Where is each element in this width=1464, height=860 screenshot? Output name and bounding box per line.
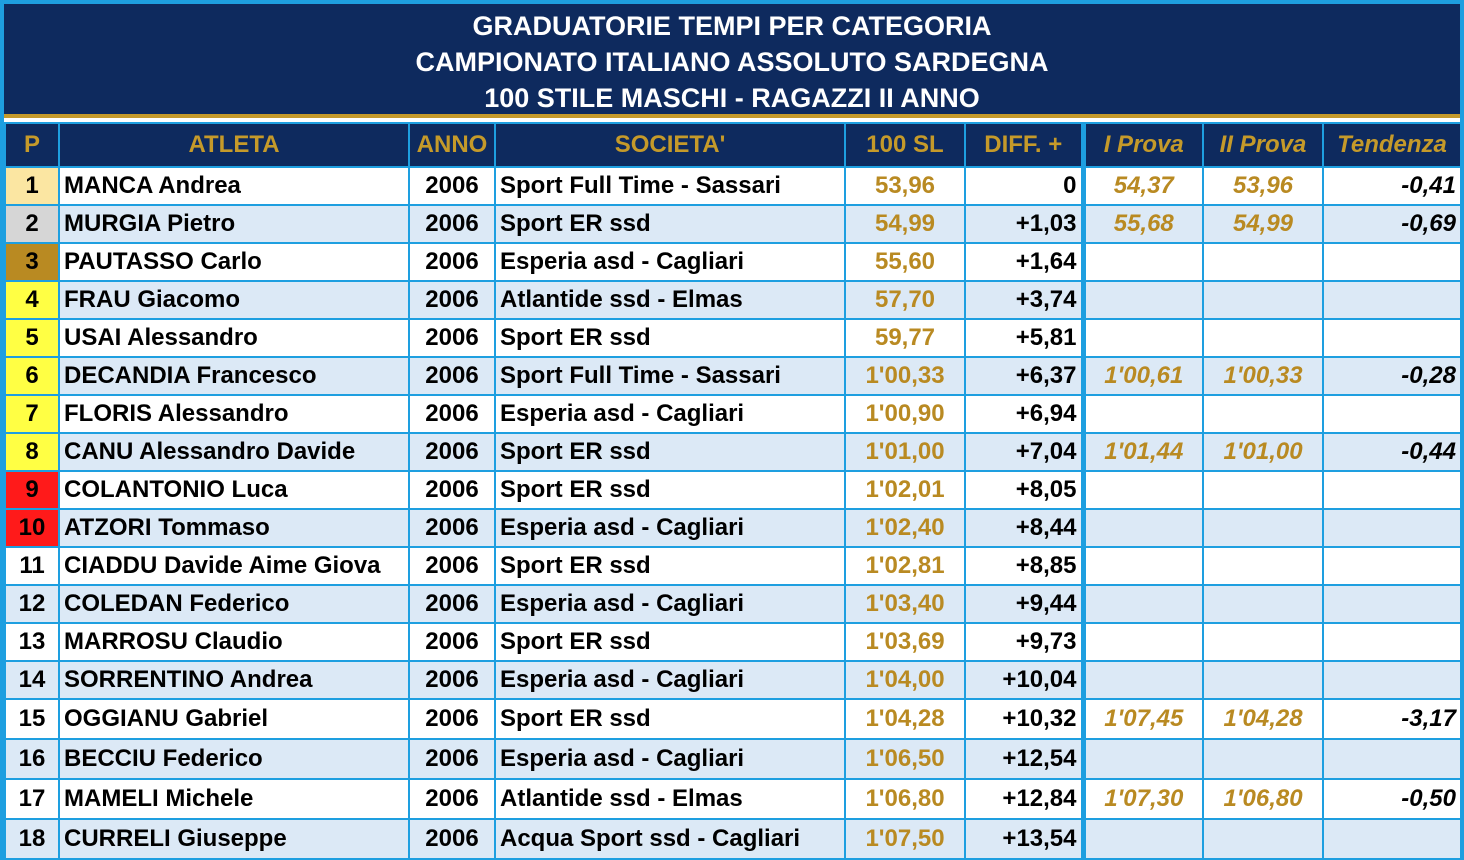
cell-trial-1 [1083, 471, 1203, 509]
cell-club: Sport Full Time - Sassari [495, 167, 845, 205]
cell-time: 1'01,00 [845, 433, 965, 471]
cell-trend [1323, 395, 1461, 433]
cell-trial-1 [1083, 243, 1203, 281]
cell-year: 2006 [409, 433, 495, 471]
cell-position: 7 [5, 395, 59, 433]
cell-athlete: OGGIANU Gabriel [59, 699, 409, 739]
cell-diff: +13,54 [965, 819, 1083, 859]
cell-year: 2006 [409, 699, 495, 739]
cell-year: 2006 [409, 205, 495, 243]
cell-trend [1323, 623, 1461, 661]
cell-trend [1323, 243, 1461, 281]
cell-trial-1 [1083, 281, 1203, 319]
cell-trial-1: 1'00,61 [1083, 357, 1203, 395]
cell-trend [1323, 739, 1461, 779]
cell-position: 11 [5, 547, 59, 585]
cell-trial-2: 1'01,00 [1203, 433, 1323, 471]
cell-athlete: DECANDIA Francesco [59, 357, 409, 395]
cell-position: 1 [5, 167, 59, 205]
cell-year: 2006 [409, 779, 495, 819]
cell-trend [1323, 661, 1461, 699]
cell-trial-2 [1203, 623, 1323, 661]
cell-diff: +10,32 [965, 699, 1083, 739]
cell-time: 54,99 [845, 205, 965, 243]
cell-position: 3 [5, 243, 59, 281]
cell-diff: +6,37 [965, 357, 1083, 395]
table-row[interactable] [5, 547, 1461, 585]
cell-athlete: PAUTASSO Carlo [59, 243, 409, 281]
cell-year: 2006 [409, 281, 495, 319]
cell-time: 1'02,01 [845, 471, 965, 509]
cell-position: 10 [5, 509, 59, 547]
cell-year: 2006 [409, 585, 495, 623]
cell-trend [1323, 819, 1461, 859]
cell-trend [1323, 471, 1461, 509]
cell-trial-1 [1083, 509, 1203, 547]
cell-trial-1 [1083, 623, 1203, 661]
cell-position: 18 [5, 819, 59, 859]
cell-trial-1 [1083, 547, 1203, 585]
cell-club: Esperia asd - Cagliari [495, 661, 845, 699]
table-row[interactable] [5, 243, 1461, 281]
cell-club: Sport ER ssd [495, 433, 845, 471]
cell-year: 2006 [409, 243, 495, 281]
cell-trend [1323, 319, 1461, 357]
cell-trial-2 [1203, 585, 1323, 623]
cell-athlete: MAMELI Michele [59, 779, 409, 819]
cell-diff: +9,73 [965, 623, 1083, 661]
table-row[interactable] [5, 819, 1461, 859]
header-position[interactable]: P [5, 123, 59, 167]
cell-trial-2 [1203, 395, 1323, 433]
cell-year: 2006 [409, 395, 495, 433]
cell-year: 2006 [409, 623, 495, 661]
table-row[interactable] [5, 699, 1461, 739]
table-row[interactable] [5, 585, 1461, 623]
cell-club: Sport ER ssd [495, 547, 845, 585]
title-banner [4, 4, 1460, 118]
cell-trial-1: 1'07,30 [1083, 779, 1203, 819]
cell-year: 2006 [409, 471, 495, 509]
cell-time: 1'06,50 [845, 739, 965, 779]
cell-trend: -0,41 [1323, 167, 1461, 205]
cell-trial-2 [1203, 509, 1323, 547]
cell-athlete: CURRELI Giuseppe [59, 819, 409, 859]
cell-trial-1: 54,37 [1083, 167, 1203, 205]
table-row[interactable] [5, 509, 1461, 547]
cell-diff: +12,54 [965, 739, 1083, 779]
header-row [5, 123, 1461, 167]
cell-trial-1: 1'07,45 [1083, 699, 1203, 739]
cell-time: 1'00,33 [845, 357, 965, 395]
cell-position: 2 [5, 205, 59, 243]
cell-club: Acqua Sport ssd - Cagliari [495, 819, 845, 859]
header-trend[interactable]: Tendenza [1323, 123, 1461, 167]
cell-trial-2: 53,96 [1203, 167, 1323, 205]
cell-trial-2 [1203, 739, 1323, 779]
cell-trend: -0,28 [1323, 357, 1461, 395]
cell-trial-1: 55,68 [1083, 205, 1203, 243]
header-athlete[interactable]: ATLETA [59, 123, 409, 167]
cell-time: 1'02,40 [845, 509, 965, 547]
cell-year: 2006 [409, 509, 495, 547]
cell-trial-1: 1'01,44 [1083, 433, 1203, 471]
cell-club: Sport ER ssd [495, 699, 845, 739]
cell-trial-2: 1'04,28 [1203, 699, 1323, 739]
cell-position: 6 [5, 357, 59, 395]
cell-position: 5 [5, 319, 59, 357]
cell-time: 1'07,50 [845, 819, 965, 859]
cell-trend: -3,17 [1323, 699, 1461, 739]
cell-trial-1 [1083, 661, 1203, 699]
cell-time: 53,96 [845, 167, 965, 205]
cell-athlete: USAI Alessandro [59, 319, 409, 357]
title-line-3: 100 STILE MASCHI - RAGAZZI II ANNO [484, 83, 980, 113]
table-row[interactable] [5, 623, 1461, 661]
cell-club: Esperia asd - Cagliari [495, 509, 845, 547]
table-row[interactable] [5, 281, 1461, 319]
cell-position: 14 [5, 661, 59, 699]
cell-trial-2 [1203, 819, 1323, 859]
cell-diff: 0 [965, 167, 1083, 205]
cell-position: 9 [5, 471, 59, 509]
cell-trial-1 [1083, 395, 1203, 433]
cell-diff: +1,03 [965, 205, 1083, 243]
cell-trend: -0,69 [1323, 205, 1461, 243]
cell-year: 2006 [409, 167, 495, 205]
cell-time: 1'06,80 [845, 779, 965, 819]
cell-trend [1323, 547, 1461, 585]
cell-year: 2006 [409, 661, 495, 699]
cell-trend: -0,44 [1323, 433, 1461, 471]
table-row[interactable] [5, 779, 1461, 819]
table-row[interactable] [5, 433, 1461, 471]
cell-trial-2 [1203, 661, 1323, 699]
cell-club: Sport ER ssd [495, 471, 845, 509]
cell-diff: +12,84 [965, 779, 1083, 819]
cell-club: Atlantide ssd - Elmas [495, 779, 845, 819]
cell-trial-2 [1203, 319, 1323, 357]
cell-trend [1323, 585, 1461, 623]
title-line-1: GRADUATORIE TEMPI PER CATEGORIA [472, 11, 992, 41]
cell-diff: +8,44 [965, 509, 1083, 547]
cell-athlete: ATZORI Tommaso [59, 509, 409, 547]
cell-time: 59,77 [845, 319, 965, 357]
cell-time: 1'03,40 [845, 585, 965, 623]
table-row[interactable] [5, 661, 1461, 699]
cell-trend [1323, 509, 1461, 547]
cell-athlete: COLEDAN Federico [59, 585, 409, 623]
cell-club: Sport ER ssd [495, 319, 845, 357]
cell-diff: +10,04 [965, 661, 1083, 699]
cell-athlete: MANCA Andrea [59, 167, 409, 205]
cell-position: 12 [5, 585, 59, 623]
cell-club: Esperia asd - Cagliari [495, 243, 845, 281]
cell-club: Sport ER ssd [495, 205, 845, 243]
header-trial-1[interactable]: I Prova [1083, 123, 1203, 167]
cell-trend [1323, 281, 1461, 319]
cell-time: 57,70 [845, 281, 965, 319]
table-row[interactable] [5, 395, 1461, 433]
cell-club: Esperia asd - Cagliari [495, 739, 845, 779]
table-row[interactable] [5, 205, 1461, 243]
cell-trial-2 [1203, 547, 1323, 585]
cell-athlete: CANU Alessandro Davide [59, 433, 409, 471]
cell-time: 1'04,00 [845, 661, 965, 699]
header-trial-2[interactable]: II Prova [1203, 123, 1323, 167]
table-row[interactable] [5, 739, 1461, 779]
cell-diff: +9,44 [965, 585, 1083, 623]
cell-time: 1'02,81 [845, 547, 965, 585]
cell-trial-1 [1083, 319, 1203, 357]
cell-trial-1 [1083, 585, 1203, 623]
cell-time: 55,60 [845, 243, 965, 281]
header-time[interactable]: 100 SL [845, 123, 965, 167]
cell-position: 15 [5, 699, 59, 739]
table-row[interactable] [5, 471, 1461, 509]
cell-position: 4 [5, 281, 59, 319]
cell-diff: +7,04 [965, 433, 1083, 471]
cell-trial-2 [1203, 243, 1323, 281]
cell-trial-1 [1083, 739, 1203, 779]
cell-trend: -0,50 [1323, 779, 1461, 819]
title-line-2: CAMPIONATO ITALIANO ASSOLUTO SARDEGNA [415, 47, 1049, 77]
cell-trial-2: 54,99 [1203, 205, 1323, 243]
cell-club: Esperia asd - Cagliari [495, 585, 845, 623]
cell-athlete: MURGIA Pietro [59, 205, 409, 243]
header-year[interactable]: ANNO [409, 123, 495, 167]
cell-athlete: SORRENTINO Andrea [59, 661, 409, 699]
cell-diff: +1,64 [965, 243, 1083, 281]
cell-diff: +8,05 [965, 471, 1083, 509]
results-table [4, 122, 1462, 860]
table-row[interactable] [5, 357, 1461, 395]
cell-year: 2006 [409, 319, 495, 357]
cell-athlete: CIADDU Davide Aime Giova [59, 547, 409, 585]
cell-trial-2 [1203, 471, 1323, 509]
cell-athlete: COLANTONIO Luca [59, 471, 409, 509]
cell-diff: +3,74 [965, 281, 1083, 319]
cell-trial-2: 1'06,80 [1203, 779, 1323, 819]
table-row[interactable] [5, 167, 1461, 205]
results-body [5, 167, 1461, 859]
cell-trial-2: 1'00,33 [1203, 357, 1323, 395]
cell-year: 2006 [409, 357, 495, 395]
cell-time: 1'03,69 [845, 623, 965, 661]
cell-club: Esperia asd - Cagliari [495, 395, 845, 433]
cell-year: 2006 [409, 547, 495, 585]
cell-diff: +5,81 [965, 319, 1083, 357]
cell-athlete: MARROSU Claudio [59, 623, 409, 661]
cell-club: Sport Full Time - Sassari [495, 357, 845, 395]
header-club[interactable]: SOCIETA' [495, 123, 845, 167]
cell-club: Atlantide ssd - Elmas [495, 281, 845, 319]
ranking-sheet [4, 4, 1460, 856]
cell-athlete: FLORIS Alessandro [59, 395, 409, 433]
cell-time: 1'04,28 [845, 699, 965, 739]
cell-position: 8 [5, 433, 59, 471]
cell-position: 17 [5, 779, 59, 819]
cell-club: Sport ER ssd [495, 623, 845, 661]
cell-athlete: BECCIU Federico [59, 739, 409, 779]
header-diff[interactable]: DIFF. + [965, 123, 1083, 167]
cell-diff: +8,85 [965, 547, 1083, 585]
cell-athlete: FRAU Giacomo [59, 281, 409, 319]
cell-diff: +6,94 [965, 395, 1083, 433]
cell-position: 16 [5, 739, 59, 779]
cell-time: 1'00,90 [845, 395, 965, 433]
cell-year: 2006 [409, 819, 495, 859]
table-row[interactable] [5, 319, 1461, 357]
cell-year: 2006 [409, 739, 495, 779]
cell-trial-2 [1203, 281, 1323, 319]
cell-position: 13 [5, 623, 59, 661]
cell-trial-1 [1083, 819, 1203, 859]
